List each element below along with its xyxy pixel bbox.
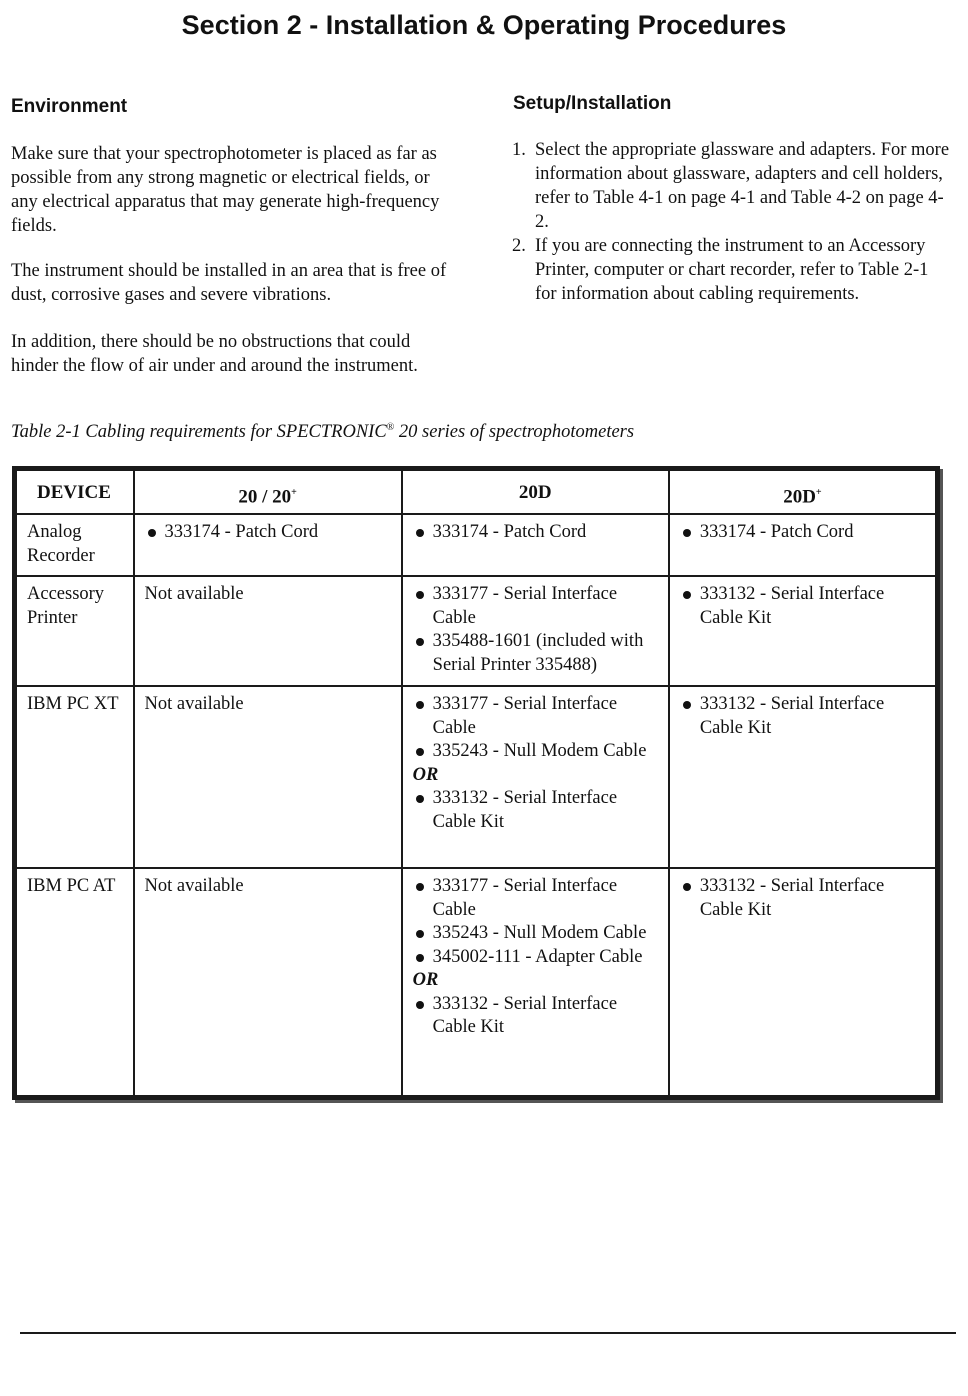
step-text: Select the appropriate glassware and adapters. For more information about glassware, adapters and cell holders, refer to Table 4-1 on page 4-1 and Table 4-2 on page 4-2. [535, 140, 950, 232]
cable-item: 333174 - Patch Cord [413, 521, 658, 545]
cable-item: 333177 - Serial Interface Cable [413, 583, 658, 630]
cell-20d [402, 686, 669, 868]
page-title: Section 2 - Installation & Operating Procedures [181, 10, 787, 40]
cable-item: 333174 - Patch Cord [680, 521, 925, 545]
header-20dplus-label: 20D [783, 486, 816, 508]
cable-item: 335243 - Null Modem Cable [413, 922, 658, 946]
header-device: DEVICE [16, 470, 134, 514]
cable-item: 333132 - Serial Interface Cable Kit [413, 787, 658, 834]
step-text: If you are connecting the instrument to an Accessory Printer, computer or chart recorder, refer to Table 2-1 for information about cabling requirements. [535, 236, 929, 304]
cell-20dplus [669, 686, 936, 868]
or-separator: OR [412, 970, 439, 990]
cable-item: 333177 - Serial Interface Cable [413, 693, 658, 740]
table-header-row [16, 470, 936, 514]
cell-20d [402, 576, 669, 686]
header-20d: 20D [402, 470, 669, 514]
cell-20d [402, 514, 669, 576]
cell-20d [402, 868, 669, 1096]
cable-item: 333177 - Serial Interface Cable [413, 875, 658, 922]
setup-steps [512, 138, 952, 306]
registered-mark: ® [386, 422, 395, 433]
cell-20-20plus [134, 514, 402, 576]
cable-item: 335488-1601 (included with Serial Printer 335488) [413, 630, 658, 677]
cable-item: 333132 - Serial Interface Cable Kit [680, 583, 925, 630]
cell-20dplus [669, 576, 936, 686]
header-20dplus-sup: + [815, 487, 822, 498]
table-row [16, 868, 936, 1096]
cable-item: 345002-111 - Adapter Cable [413, 946, 658, 970]
cell-20-20plus: Not available [134, 576, 402, 686]
table-row [16, 576, 936, 686]
table-caption [11, 422, 634, 443]
cable-item: 333132 - Serial Interface Cable Kit [413, 993, 658, 1040]
environment-paragraph-3: In addition, there should be no obstructions that could hinder the flow of air under and around the instrument. [11, 332, 418, 376]
environment-paragraph-1: Make sure that your spectrophotometer is placed as far as possible from any strong magnetic or electrical fields, or any electrical apparatus that may generate high-frequency fields. [11, 144, 440, 236]
cell-20-20plus: Not available [134, 686, 402, 868]
setup-step [512, 234, 952, 306]
environment-paragraph-2: The instrument should be installed in an area that is free of dust, corrosive gases and severe vibrations. [11, 261, 447, 305]
cable-item: 333132 - Serial Interface Cable Kit [680, 693, 925, 740]
cable-item: 335243 - Null Modem Cable [413, 740, 658, 764]
cell-20dplus [669, 514, 936, 576]
cell-20-20plus: Not available [134, 868, 402, 1096]
device-cell: IBM PC XT [16, 686, 134, 868]
header-20-20plus [134, 470, 402, 514]
device-cell: Accessory Printer [16, 576, 134, 686]
cell-20dplus [669, 868, 936, 1096]
table-row [16, 686, 936, 868]
cable-item: 333174 - Patch Cord [145, 521, 391, 545]
header-20dplus [669, 470, 936, 514]
header-20-20plus-label: 20 / 20 [238, 486, 292, 508]
device-cell: Analog Recorder [16, 514, 134, 576]
table-row [16, 514, 936, 576]
step-number: 1. [512, 140, 526, 160]
caption-suffix: 20 series of spectrophotometers [394, 422, 635, 443]
environment-heading: Environment [11, 96, 128, 117]
header-20-20plus-sup: + [291, 487, 297, 498]
device-cell: IBM PC AT [16, 868, 134, 1096]
setup-step [512, 138, 952, 234]
footer-rule [20, 1332, 956, 1334]
or-separator: OR [412, 764, 439, 785]
cabling-table [12, 466, 940, 1100]
cable-item: 333132 - Serial Interface Cable Kit [680, 875, 925, 922]
setup-heading: Setup/Installation [513, 93, 672, 114]
step-number: 2. [512, 236, 526, 256]
caption-prefix: Table 2-1 Cabling requirements for SPECTRONIC [11, 422, 387, 443]
